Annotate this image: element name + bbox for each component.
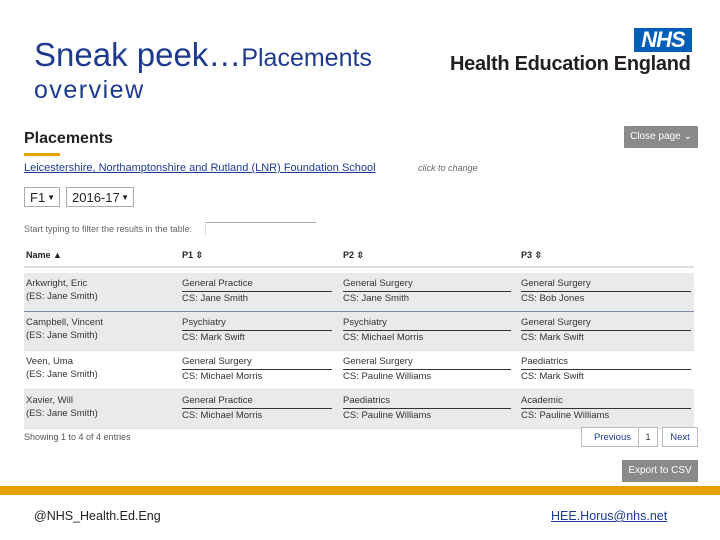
clinical-supervisor: CS: Mark Swift	[521, 332, 584, 343]
specialty: General Surgery	[343, 355, 511, 370]
slide-title-line2: overview	[34, 76, 145, 104]
slide-title	[34, 36, 372, 74]
clinical-supervisor: CS: Jane Smith	[182, 293, 248, 304]
clinical-supervisor: CS: Jane Smith	[343, 293, 409, 304]
next-page-button[interactable]: Next	[662, 427, 698, 447]
nhs-logo: NHS	[634, 28, 692, 52]
placements-panel	[18, 118, 702, 485]
educational-supervisor: (ES: Jane Smith)	[26, 291, 98, 302]
p2-cell	[343, 394, 511, 422]
specialty: Paediatrics	[521, 355, 691, 370]
clinical-supervisor: CS: Pauline Williams	[521, 410, 610, 421]
name-cell	[26, 277, 98, 303]
slide-title-main: Sneak peek…	[34, 36, 242, 73]
specialty: General Surgery	[343, 277, 511, 292]
student-name: Veen, Uma	[26, 356, 73, 367]
clinical-supervisor: CS: Mark Swift	[182, 332, 245, 343]
level-select[interactable]	[24, 187, 60, 207]
p1-cell	[182, 277, 332, 305]
p3-cell	[521, 277, 691, 305]
specialty: Academic	[521, 394, 691, 409]
column-header-p2[interactable]: P2 ⇳	[343, 250, 365, 260]
table-header-divider	[24, 266, 694, 268]
twitter-handle: @NHS_Health.Ed.Eng	[34, 509, 161, 523]
student-name: Xavier, Will	[26, 395, 73, 406]
specialty: Psychiatry	[182, 316, 332, 331]
specialty: General Surgery	[182, 355, 332, 370]
contact-email-link[interactable]: HEE.Horus@nhs.net	[551, 509, 668, 523]
table-row[interactable]	[24, 351, 694, 390]
title-underline	[24, 153, 60, 156]
clinical-supervisor: CS: Michael Morris	[182, 371, 263, 382]
educational-supervisor: (ES: Jane Smith)	[26, 369, 98, 380]
p1-cell	[182, 394, 332, 422]
specialty: General Practice	[182, 277, 332, 292]
p2-cell	[343, 316, 511, 344]
specialty: General Surgery	[521, 277, 691, 292]
clinical-supervisor: CS: Pauline Williams	[343, 410, 432, 421]
specialty: General Surgery	[521, 316, 691, 331]
page-1-button[interactable]: 1	[638, 427, 658, 447]
specialty: General Practice	[182, 394, 332, 409]
p2-cell	[343, 277, 511, 305]
page-title: Placements	[24, 130, 113, 147]
student-name: Arkwright, Eric	[26, 278, 88, 289]
filter-input[interactable]	[205, 222, 316, 235]
school-hint: click to change	[418, 163, 478, 173]
name-cell	[26, 394, 98, 420]
school-link[interactable]: Leicestershire, Northamptonshire and Rutland (LNR) Foundation School	[24, 162, 376, 174]
year-select-value: 2016-17	[72, 190, 120, 205]
p1-cell	[182, 355, 332, 383]
clinical-supervisor: CS: Mark Swift	[521, 371, 584, 382]
student-name: Campbell, Vincent	[26, 317, 103, 328]
table-summary: Showing 1 to 4 of 4 entries	[24, 432, 131, 442]
export-csv-button[interactable]: Export to CSV	[622, 460, 698, 482]
footer-bar	[0, 486, 720, 495]
specialty: Paediatrics	[343, 394, 511, 409]
filter-label: Start typing to filter the results in the table:	[24, 224, 193, 234]
specialty: Psychiatry	[343, 316, 511, 331]
column-header-p3[interactable]: P3 ⇳	[521, 250, 543, 260]
table-row[interactable]	[24, 312, 694, 351]
p3-cell	[521, 394, 691, 422]
name-cell	[26, 355, 98, 381]
close-page-label: Close page	[630, 131, 681, 142]
name-cell	[26, 316, 103, 342]
clinical-supervisor: CS: Pauline Williams	[343, 371, 432, 382]
educational-supervisor: (ES: Jane Smith)	[26, 330, 98, 341]
previous-page-button[interactable]: Previous	[581, 427, 644, 447]
close-page-button[interactable]	[624, 126, 698, 148]
table-row[interactable]	[24, 390, 694, 429]
org-name: Health Education England	[450, 53, 691, 75]
chevron-down-icon: ⌄	[683, 131, 692, 142]
clinical-supervisor: CS: Bob Jones	[521, 293, 585, 304]
p3-cell	[521, 316, 691, 344]
table-row[interactable]	[24, 273, 694, 312]
caret-down-icon: ▼	[47, 193, 55, 202]
level-select-value: F1	[30, 190, 46, 205]
caret-down-icon: ▼	[121, 193, 129, 202]
p1-cell	[182, 316, 332, 344]
clinical-supervisor: CS: Michael Morris	[343, 332, 424, 343]
column-header-name[interactable]: Name ▲	[26, 250, 62, 260]
year-select[interactable]	[66, 187, 134, 207]
clinical-supervisor: CS: Michael Morris	[182, 410, 263, 421]
p3-cell	[521, 355, 691, 383]
educational-supervisor: (ES: Jane Smith)	[26, 408, 98, 419]
column-header-p1[interactable]: P1 ⇳	[182, 250, 204, 260]
p2-cell	[343, 355, 511, 383]
slide-title-sub: Placements	[241, 44, 372, 72]
